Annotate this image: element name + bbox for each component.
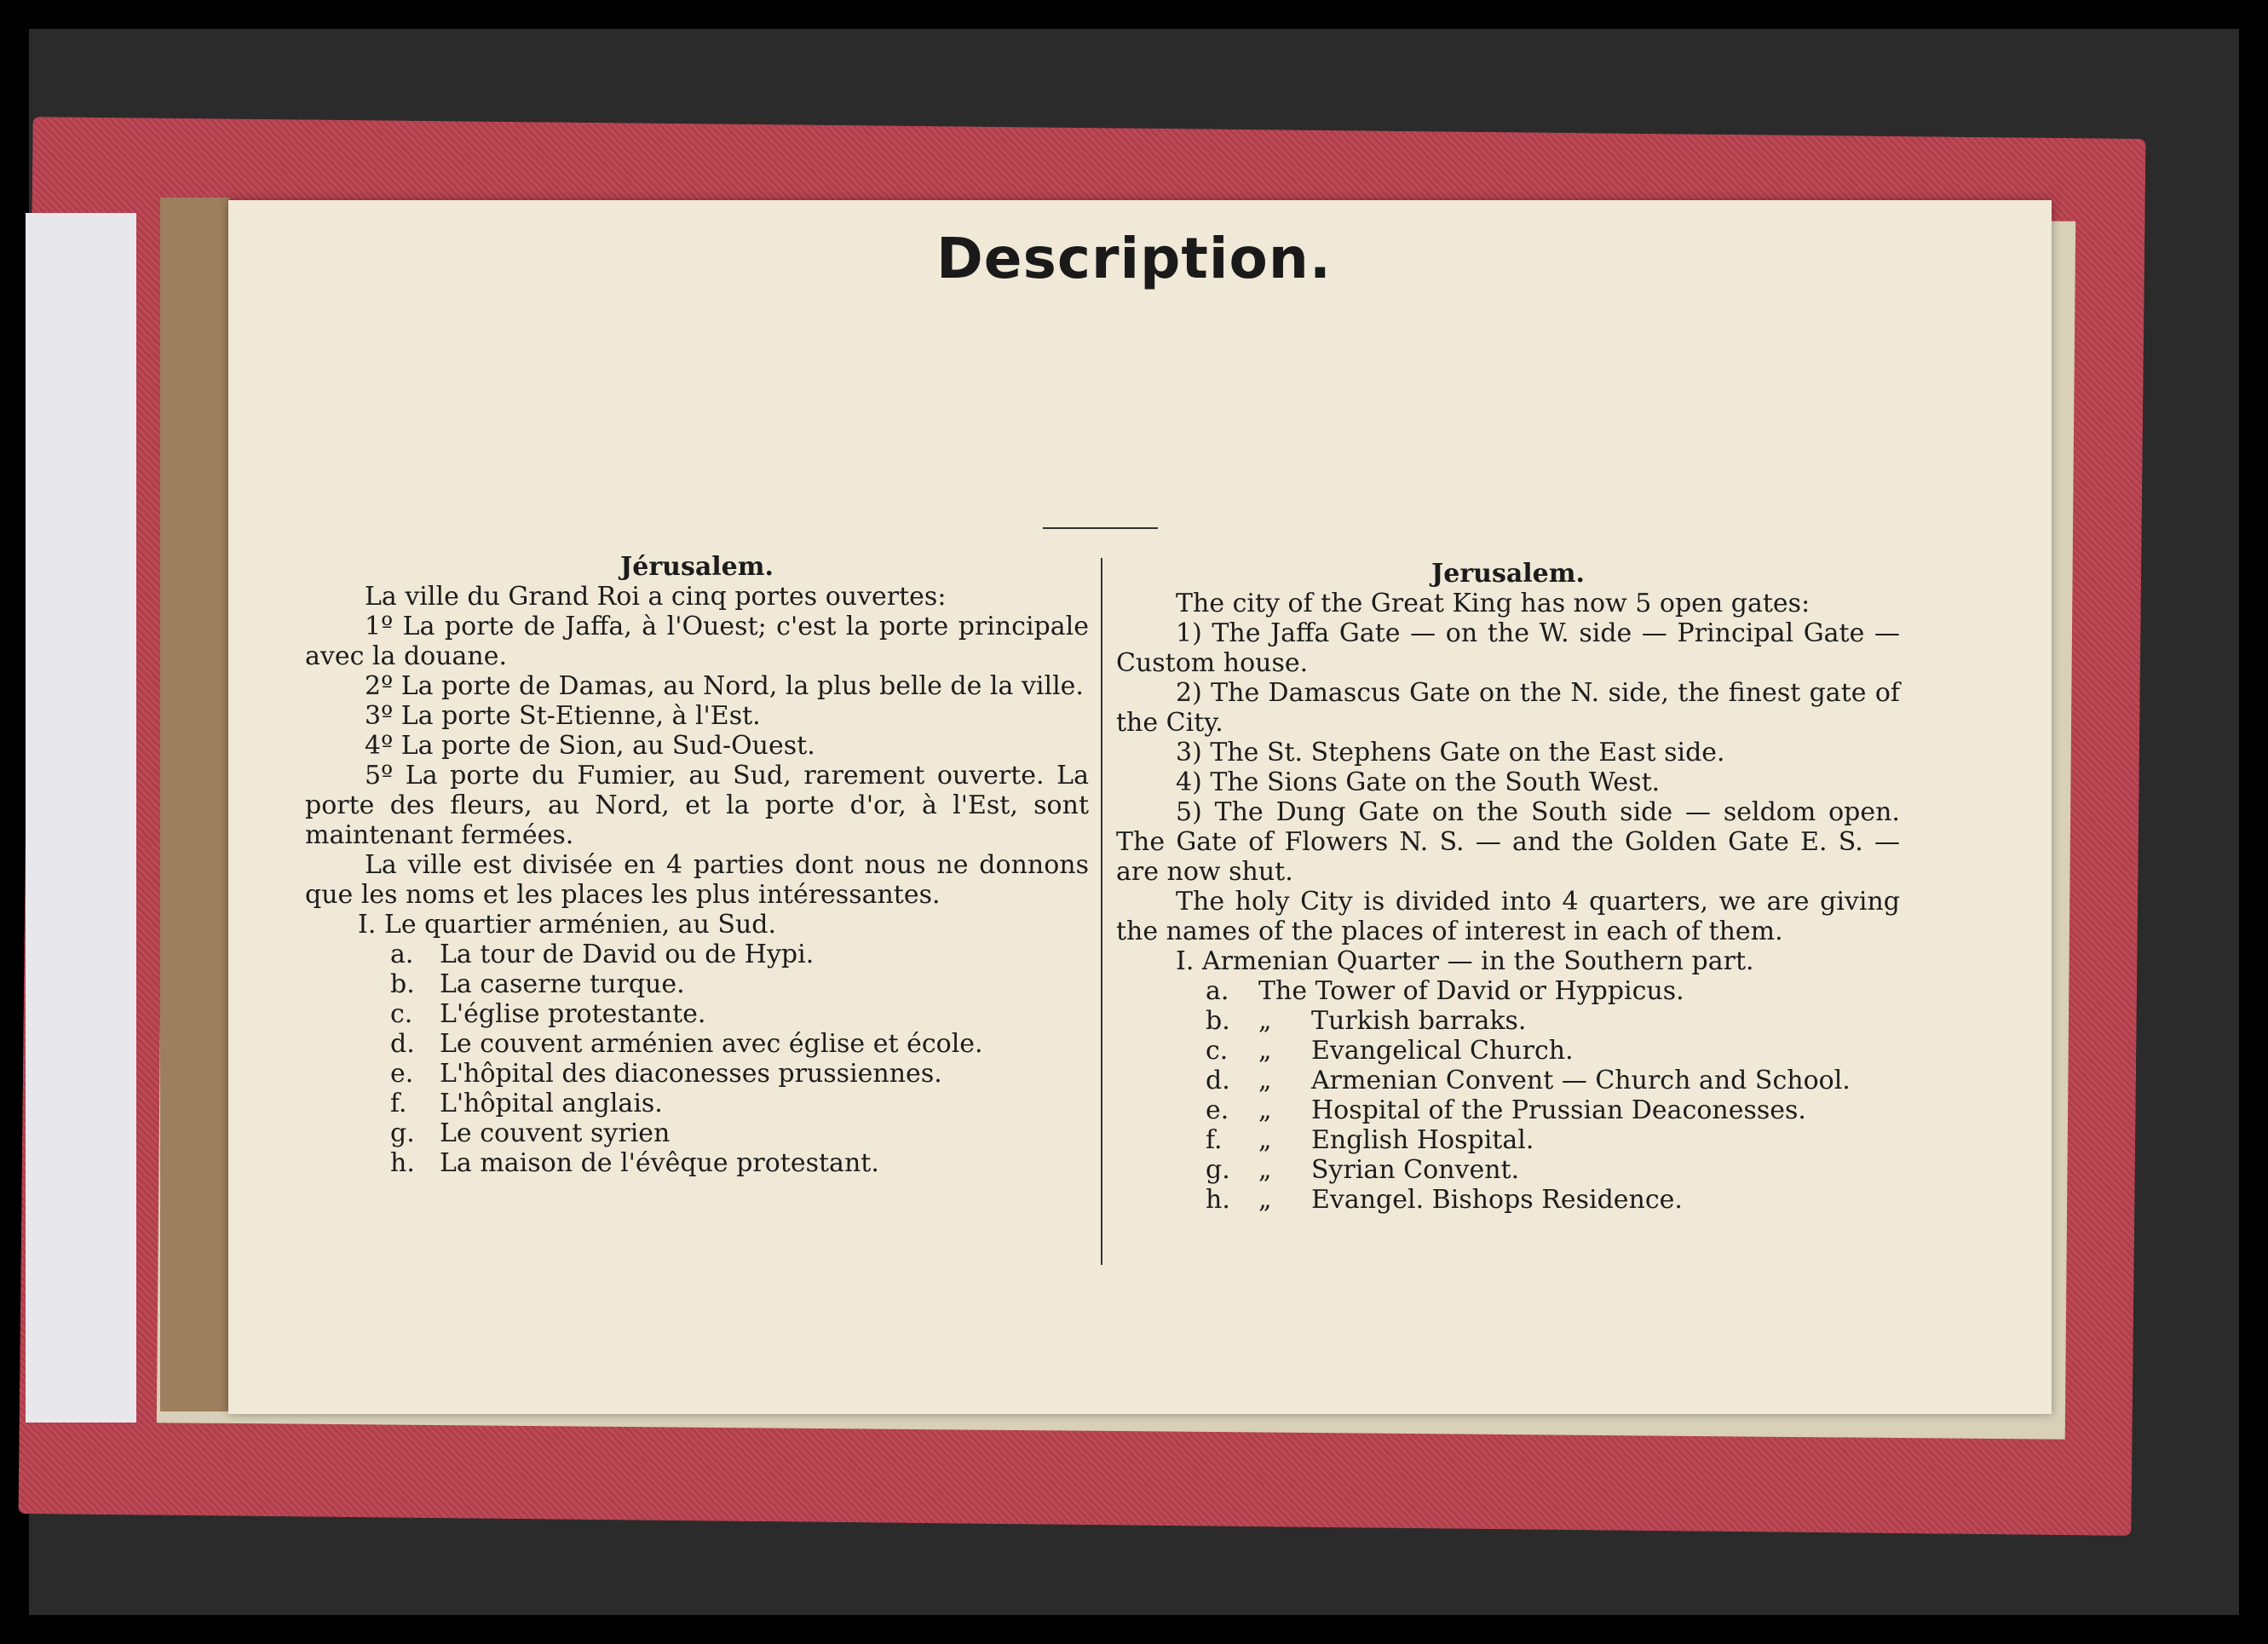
french-column: [305, 552, 1089, 1178]
list-item: [390, 940, 1089, 969]
list-item: [1206, 1095, 1900, 1125]
item-mark: d.: [1206, 1066, 1230, 1095]
english-division: The holy City is divided into 4 quarters, we are giving the names of the places of interest in each of them.: [1116, 887, 1900, 946]
item-mark: h.: [390, 1148, 415, 1178]
item-text: Le couvent syrien: [440, 1118, 671, 1148]
list-item: [1206, 1036, 1900, 1066]
item-mark: f.: [1206, 1125, 1223, 1155]
item-mark: e.: [390, 1059, 414, 1089]
item-mark: d.: [390, 1029, 415, 1059]
item-text: L'hôpital anglais.: [440, 1089, 663, 1118]
item-text: English Hospital.: [1311, 1125, 1534, 1155]
item-mark: a.: [1206, 976, 1229, 1006]
english-gate-2: 2) The Damascus Gate on the N. side, the finest gate of the City.: [1116, 678, 1900, 738]
ditto-mark: „: [1258, 1185, 1272, 1215]
french-item-list: [305, 940, 1089, 1178]
list-item: [1206, 1066, 1900, 1095]
english-gate-4: 4) The Sions Gate on the South West.: [1176, 767, 1661, 797]
english-intro: The city of the Great King has now 5 open gates:: [1176, 589, 1810, 618]
item-text: Turkish barraks.: [1311, 1006, 1527, 1036]
french-gate-5: 5º La porte du Fumier, au Sud, rarement ouverte. La porte des fleurs, au Nord, et la porte d'or, à l'Est, sont maintenant fermées.: [305, 761, 1089, 850]
english-column: [1116, 552, 1900, 1215]
list-item: [1206, 1125, 1900, 1155]
item-text: La caserne turque.: [440, 969, 685, 999]
item-text: Syrian Convent.: [1311, 1155, 1520, 1185]
list-item: [1206, 1006, 1900, 1036]
list-item: [1206, 1155, 1900, 1185]
list-item: [390, 1118, 1089, 1148]
item-mark: h.: [1206, 1185, 1230, 1215]
list-item: [390, 969, 1089, 999]
ditto-mark: „: [1258, 1036, 1272, 1066]
list-item: [390, 1029, 1089, 1059]
french-gate-2: 2º La porte de Damas, au Nord, la plus belle de la ville.: [365, 671, 1084, 701]
item-text: Evangel. Bishops Residence.: [1311, 1185, 1683, 1215]
french-division: La ville est divisée en 4 parties dont nous ne donnons que les noms et les places les plus intéressantes.: [305, 850, 1089, 910]
item-text: La tour de David ou de Hypi.: [440, 940, 815, 969]
english-gate-3: 3) The St. Stephens Gate on the East side.: [1176, 738, 1725, 767]
item-text: The Tower of David or Hyppicus.: [1258, 976, 1684, 1006]
item-text: Armenian Convent — Church and School.: [1311, 1066, 1851, 1095]
ditto-mark: „: [1258, 1095, 1272, 1125]
item-mark: g.: [390, 1118, 415, 1148]
french-intro: La ville du Grand Roi a cinq portes ouvertes:: [365, 582, 947, 612]
list-item: [390, 1089, 1089, 1118]
ditto-mark: „: [1258, 1066, 1272, 1095]
english-quarter: I. Armenian Quarter — in the Southern part.: [1176, 946, 1754, 976]
title-rule: [1043, 527, 1158, 529]
french-gate-3: 3º La porte St-Etienne, à l'Est.: [365, 701, 761, 731]
item-mark: b.: [1206, 1006, 1230, 1036]
item-mark: f.: [390, 1089, 407, 1118]
item-mark: g.: [1206, 1155, 1230, 1185]
french-gate-4: 4º La porte de Sion, au Sud-Ouest.: [365, 731, 815, 761]
english-heading: Jerusalem.: [1431, 559, 1585, 589]
item-mark: c.: [1206, 1036, 1229, 1066]
page-title: Description.: [936, 226, 1332, 291]
item-mark: b.: [390, 969, 415, 999]
item-text: L'hôpital des diaconesses prussiennes.: [440, 1059, 942, 1089]
left-page-edge: [26, 213, 136, 1423]
english-gate-1: 1) The Jaffa Gate — on the W. side — Principal Gate — Custom house.: [1116, 618, 1900, 678]
item-text: L'église protestante.: [440, 999, 706, 1029]
binding-spine: [160, 198, 230, 1411]
list-item: [1206, 976, 1900, 1006]
ditto-mark: „: [1258, 1155, 1272, 1185]
item-mark: c.: [390, 999, 413, 1029]
list-item: [390, 1148, 1089, 1178]
item-text: Evangelical Church.: [1311, 1036, 1574, 1066]
list-item: [390, 1059, 1089, 1089]
ditto-mark: „: [1258, 1006, 1272, 1036]
english-item-list: [1116, 976, 1900, 1215]
item-mark: e.: [1206, 1095, 1229, 1125]
item-mark: a.: [390, 940, 414, 969]
english-gate-5: 5) The Dung Gate on the South side — seldom open. The Gate of Flowers N. S. — and the Golden Gate E. S. — are now shut.: [1116, 797, 1900, 887]
list-item: [390, 999, 1089, 1029]
item-text: Hospital of the Prussian Deaconesses.: [1311, 1095, 1806, 1125]
ditto-mark: „: [1258, 1125, 1272, 1155]
french-gate-1: 1º La porte de Jaffa, à l'Ouest; c'est la porte principale avec la douane.: [305, 612, 1089, 671]
french-heading: Jérusalem.: [620, 552, 774, 582]
french-quarter: I. Le quartier arménien, au Sud.: [358, 910, 777, 940]
list-item: [1206, 1185, 1900, 1215]
item-text: La maison de l'évêque protestant.: [440, 1148, 879, 1178]
column-divider: [1101, 558, 1102, 1265]
item-text: Le couvent arménien avec église et école.: [440, 1029, 983, 1059]
